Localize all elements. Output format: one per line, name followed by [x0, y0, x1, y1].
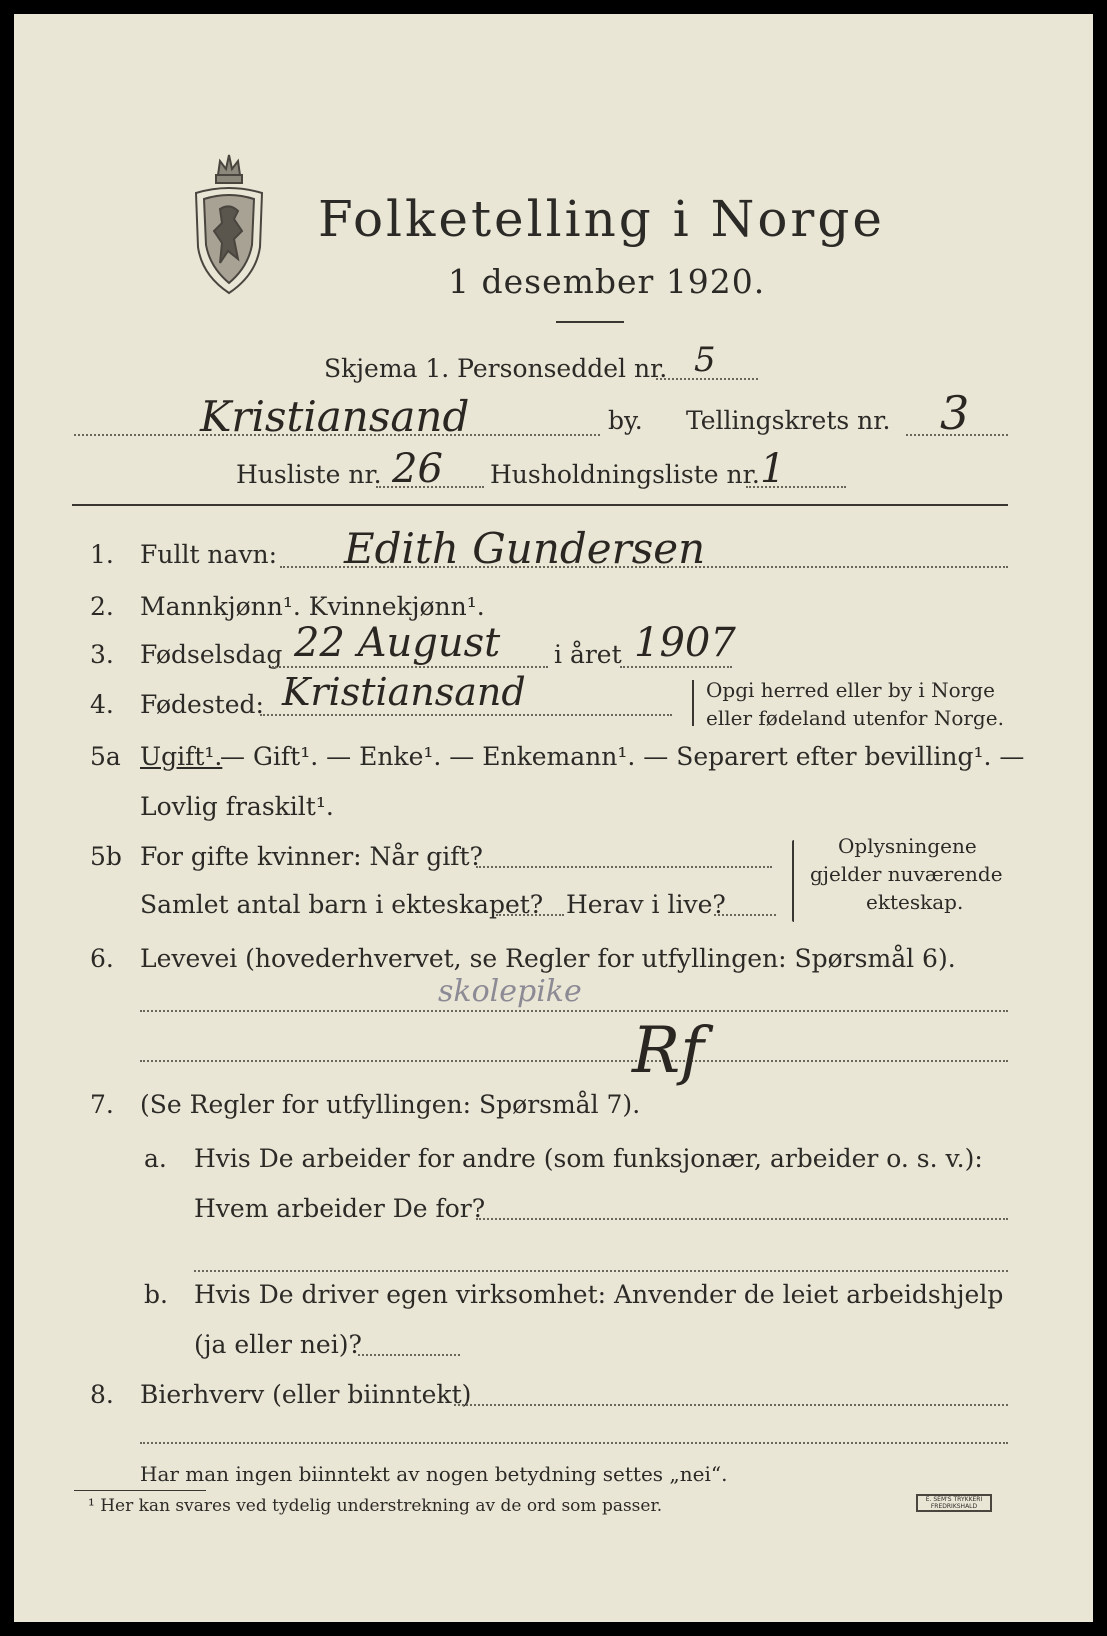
q7b-text: Hvis De driver egen virksomhet: Anvender de leiet arbeidshjelp	[194, 1280, 1004, 1309]
birthplace-note-line1: Opgi herred eller by i Norge	[706, 678, 995, 702]
marriage-note-brace	[792, 840, 794, 922]
q1-number: 1.	[90, 540, 114, 569]
husliste-nr-value: 26	[392, 446, 443, 492]
title-divider	[556, 321, 624, 323]
marriage-note-line2: gjelder nuværende	[810, 862, 1003, 886]
side-income-note: Har man ingen biinntekt av nogen betydning settes „nei“.	[140, 1462, 728, 1486]
birth-year-value: 1907	[634, 620, 736, 666]
census-form	[14, 14, 1093, 1622]
hushold-label: Husholdningsliste nr.	[490, 460, 760, 489]
footnote: ¹ Her kan svares ved tydelig understrekning av de ord som passer.	[88, 1496, 663, 1516]
year-label: i året	[554, 640, 622, 669]
occupation-field-line2[interactable]	[140, 1060, 1008, 1062]
employer-field-line2[interactable]	[194, 1270, 1008, 1272]
birth-year-field[interactable]	[620, 666, 732, 668]
occupation-value: skolepike	[438, 974, 582, 1009]
q3-label: Fødselsdag	[140, 640, 283, 669]
birthplace-note-brace	[692, 680, 694, 726]
person-nr-value: 5	[694, 340, 716, 380]
status-ugift[interactable]: Ugift¹.	[140, 742, 223, 771]
q7b-letter: b.	[144, 1280, 168, 1309]
q4-label: Fødested:	[140, 690, 264, 719]
form-date: 1 desember 1920.	[448, 262, 766, 301]
hushold-nr-value: 1	[760, 446, 786, 492]
q2-number: 2.	[90, 592, 114, 621]
schema-label: Skjema 1. Personseddel nr.	[324, 354, 668, 383]
side-income-field-line2[interactable]	[140, 1442, 1008, 1444]
status-options[interactable]: — Gift¹. — Enke¹. — Enkemann¹. — Separert efter bevilling¹. —	[220, 742, 1025, 771]
form-title: Folketelling i Norge	[318, 190, 885, 248]
q8-label: Bierhverv (eller biinntekt)	[140, 1380, 472, 1409]
q5b-number: 5b	[90, 842, 122, 871]
birthplace-value: Kristiansand	[282, 670, 526, 714]
side-income-field-line1[interactable]	[454, 1404, 1008, 1406]
q6-label: Levevei (hovederhvervet, se Regler for utfyllingen: Spørsmål 6).	[140, 944, 956, 973]
city-value: Kristiansand	[200, 392, 470, 441]
married-when-field[interactable]	[476, 866, 772, 868]
krets-nr-value: 3	[940, 386, 970, 440]
q8-number: 8.	[90, 1380, 114, 1409]
employer-label: Hvem arbeider De for?	[194, 1194, 486, 1223]
hired-help-field[interactable]	[358, 1354, 460, 1356]
q6-number: 6.	[90, 944, 114, 973]
header-rule	[72, 504, 1008, 506]
birthday-field[interactable]	[272, 666, 548, 668]
alive-field[interactable]	[714, 914, 776, 916]
marriage-note-line1: Oplysningene	[838, 834, 977, 858]
coat-of-arms-icon	[190, 147, 268, 297]
birthplace-field[interactable]	[260, 714, 672, 716]
birthplace-note-line2: eller fødeland utenfor Norge.	[706, 706, 1004, 730]
q5a-number: 5a	[90, 742, 121, 771]
marriage-note-line3: ekteskap.	[866, 890, 964, 914]
by-label: by.	[608, 406, 643, 435]
alive-label: Herav i live?	[566, 890, 726, 919]
sex-options[interactable]: Mannkjønn¹. Kvinnekjønn¹.	[140, 592, 485, 621]
full-name-value: Edith Gundersen	[344, 524, 706, 573]
footnote-rule	[74, 1490, 206, 1491]
husliste-label: Husliste nr.	[236, 460, 382, 489]
occupation-code-mark: Rf	[632, 1014, 704, 1088]
q3-number: 3.	[90, 640, 114, 669]
birthday-value: 22 August	[294, 620, 501, 666]
q7-label: (Se Regler for utfyllingen: Spørsmål 7).	[140, 1090, 641, 1119]
printer-stamp: E. SEM'S TRYKKERI FREDRIKSHALD	[916, 1494, 992, 1512]
children-label: Samlet antal barn i ekteskapet?	[140, 890, 544, 919]
status-lovlig-fraskilt[interactable]: Lovlig fraskilt¹.	[140, 792, 334, 821]
hired-help-label: (ja eller nei)?	[194, 1330, 362, 1359]
q4-number: 4.	[90, 690, 114, 719]
q7a-letter: a.	[144, 1144, 167, 1173]
occupation-field-line1[interactable]	[140, 1010, 1008, 1012]
children-field[interactable]	[496, 914, 564, 916]
q7-number: 7.	[90, 1090, 114, 1119]
q7a-text: Hvis De arbeider for andre (som funksjonær, arbeider o. s. v.):	[194, 1144, 983, 1173]
employer-field-line1[interactable]	[476, 1218, 1008, 1220]
q1-label: Fullt navn:	[140, 540, 278, 569]
married-when-label: For gifte kvinner: Når gift?	[140, 842, 483, 871]
krets-label: Tellingskrets nr.	[686, 406, 891, 435]
